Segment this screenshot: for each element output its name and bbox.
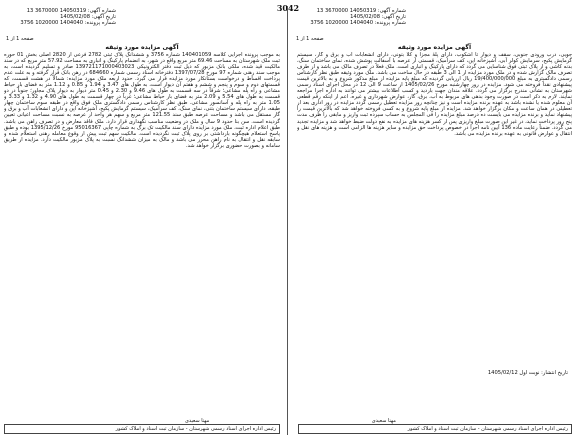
notice-meta-left xyxy=(6,8,116,27)
notice-date: تاریخ آگهی: 1405/02/08 xyxy=(60,14,116,21)
notice-heading: آگهی مزایده مورد وثیقه xyxy=(105,44,179,51)
page-tag: صفحه 1 از 1 xyxy=(6,36,34,42)
page-number: 3042 xyxy=(276,3,300,13)
column-divider xyxy=(287,6,288,435)
notice-number: شماره آگهی: 14050319 3670000 13 xyxy=(26,8,116,14)
notice-number: شماره آگهی: 14050319 3670000 13 xyxy=(316,8,406,14)
notice-body: جویی، درب ورودی جنوبی، سقف و دیوار تا اشکوب، دارای پلهٔ مجزا و کلاً بتونی، دارای انشعابات آب و برق و گاز، سیستم گرمایش پکیج، سرمایش کولر آبی، آشپزخانه اپن، کف سرامیک، قسمتی از عرصه با آسفالت پوشش شده، نمای ساختمان سنگ، بدنه کاشی و از پلاک ثبتی فوق شناسایی می گردد که دارای پارکینگ و انباری است. ملک فعلاً در تصرف مالک می باشد و از طرف تصرف مالک گزارش شده و در ملک مورد مزایده از 1 الی 3 طبقه در حال ساخت می باشد. ملک مورد وثیقه طبق نظر کارشناس رسمی دادگستری به مبلغ 19/400/000/000 ریال ارزیابی گردیده که مبلغ پایه مزایده از مبلغ مذکور شروع و به بالاترین قیمت پیشنهادی نقداً فروخته می شود. مزایده در روز چهارشنبه مورخ 1405/02/26 از ساعت 9 الی 12 در محل اجرای اسناد رسمی شهرستان به نشانی مندرج برگزار می گردد. علاقه مندان جهت بازدید و کسب اطلاعات بیشتر می توانند به اداره اجرا مراجعه نمایند. لازم به ذکر است در صورت وجود بدهی های مربوط به آب، برق، گاز، عوارض شهرداری و غیره، اعم از اینکه رقم قطعی آن معلوم شده یا نشده باشد به عهده برنده مزایده است و نیز چنانچه روز مزایده تعطیل رسمی گردد مزایده در روز اداری بعد از تعطیلی در همان ساعت و مکان برگزار خواهد شد. مزایده از مبلغ پایه شروع و به کسی فروخته خواهد شد که بالاترین قیمت را پیشنهاد نماید و برنده مزایده می بایست ده درصد مبلغ مزایده را فی المجلس به حساب سپرده ثبت واریز و مابقی را ظرف مدت پنج روز پرداخت نماید، در غیر این صورت مبلغ واریزی پس از کسر هزینه های مزایده به نفع دولت ضبط خواهد شد و مزایده تجدید می گردد. ضمناً رعایت ماده 136 آیین نامه اجرا در خصوص پرداخت حق مزایده و سایر هزینه ها الزامی است و هزینه های نقل و انتقال و عوارض قانونی به عهده برنده مزایده می باشد. xyxy=(297,52,572,137)
issuer-footer: رئیس اداره اجرای اسناد رسمی شهرستان - سازمان ثبت اسناد و املاک کشور xyxy=(298,424,572,434)
notice-heading: آگهی مزایده مورد وثیقه xyxy=(397,44,472,51)
signature: مهتا سعیدی xyxy=(371,418,396,424)
issuer-footer: رئیس اداره اجرای اسناد رسمی شهرستان - سازمان ثبت اسناد و املاک کشور xyxy=(4,424,280,434)
page-tag: صفحه 1 از 1 xyxy=(296,36,324,42)
case-number: شماره پرونده: 1404040 1020000 3756 xyxy=(20,20,116,27)
notice-body: به موجب پرونده اجرایی کلاسه 140401059 شماره 3756 و ششدانگ پلاک ثبتی 2782 فرعی از 2820 اصلی بخش 01 حوزه ثبت ملک شهرستان به مساحت 69.46 متر مربع واقع در شهر، به انضمام پارکینگ و انباری به مساحت 57.92 متر مربع که در سند مالکیت قید شده، ملکی بانک مزبور که ذیل ثبت دفتر الکترونیکی 139721171000403023 صادر و تسلیم گردیده است، به موجب سند رهنی شماره 97 مورخ 1397/07/28 دفترخانه اسناد رسمی شماره 684660 در رهن بانک قرار گرفته و به علت عدم پرداخت اقساط و درخواست بستانکار مورد مزایده قرار می گیرد. حدود اربعه ملک مورد مزایده: شمالاً در هشت قسمت، که قسمتهای دوم و سوم و پنجم و ششم و هفتم آن دیوار است، به طول های 3.47 و 1.94 و 0.85 و 1.12 متر به فضای باز حیاط مشاعی و راه پله مشاعی؛ شرقاً در سه قسمت به طول های 9.46 و 2.30 و 0.45 متر دیوار به دیوار پلاک مجاور؛ جنوباً در دو قسمت به طول های 5.54 و 2.09 متر به فضای باز حیاط مشاعی؛ غرباً در چهار قسمت به طول های 4.90 و 1.32 و 3.33 و 1.05 متر به راه پله و آسانسور مشاعی. طبق نظر کارشناس رسمی دادگستری ملک فوق واقع در طبقه سوم ساختمان چهار طبقه، دارای سیستم ساختمان بتنی، نمای سنگ، کف سرامیک، سیستم گرمایش پکیج، آشپزخانه اپن و دارای انشعابات آب و برق و گاز مستقل می باشد و مساحت عرصه طبق سند 121.55 متر مربع و سهم هر واحد از عرصه به نسبت مساحت اعیانی تعیین گردیده است. سن بنا حدود 9 سال و ملک در وضعیت مناسب نگهداری قرار دارد. ملک فاقد معارض و در تصرف راهن می باشد. طبق اعلام اداره ثبت، ملک مورد مزایده دارای سند مالکیت تک برگ به شماره چاپی 95016367 مورخ 1395/12/26 بوده و طبق پاسخ استعلام هیچگونه بازداشتی بر روی پلاک ثبت نگردیده است. مالکیت سهم ثبت پیش از وقوع معامله رهنی استعلام شده و سابقه نقل و انتقال به نام راهن محرز می باشد و مالک به میزان ششدانگ نسبت به پلاک مزبور مالکیت دارد. مزایده از طریق سامانه و بصورت حضوری برگزار خواهد شد. xyxy=(4,52,280,149)
signature: مهتا سعیدی xyxy=(185,418,210,424)
publish-date: تاریخ انتشار: نوبت اول 1405/02/12 xyxy=(487,370,568,376)
case-number: شماره پرونده: 1404040 1020000 3756 xyxy=(310,20,406,27)
notice-meta-right xyxy=(296,8,406,27)
notice-date: تاریخ آگهی: 1405/02/08 xyxy=(350,14,406,21)
